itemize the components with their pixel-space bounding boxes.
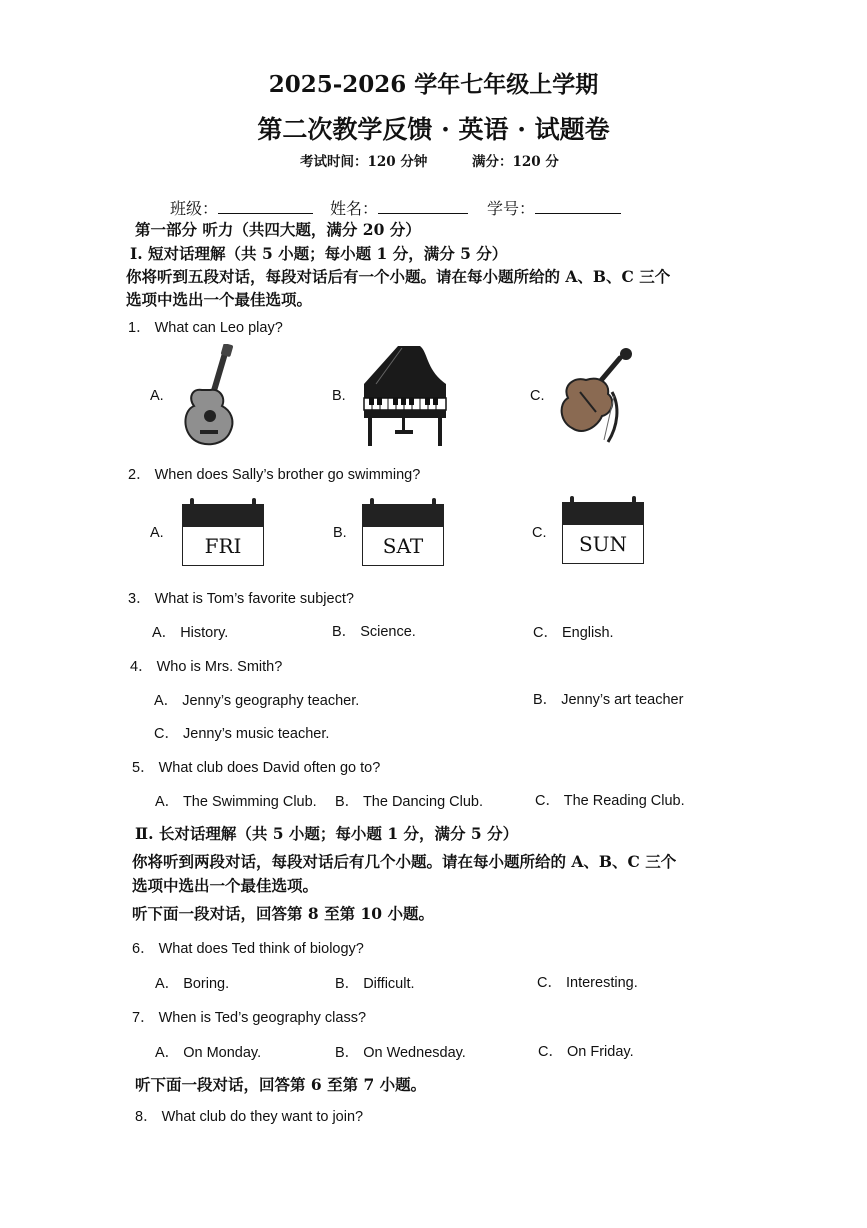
guitar-icon [180, 344, 240, 448]
exam-title-line1: 2025-2026 学年七年级上学期 [268, 71, 599, 98]
q1-option-c-label[interactable]: C. [530, 388, 545, 404]
section2-heading: Ⅱ. 长对话理解（共 5 小题；每小题 1 分，满分 5 分） [135, 824, 519, 843]
q2-option-c-label[interactable]: C. [532, 525, 547, 541]
violin-icon [558, 346, 640, 446]
dialog1-note: 听下面一段对话，回答第 8 至第 10 小题。 [132, 904, 434, 923]
q4-option-c[interactable]: C． Jenny’s music teacher. [154, 726, 330, 742]
q5-option-c[interactable]: C． The Reading Club. [535, 793, 685, 809]
name-blank[interactable] [378, 199, 468, 214]
class-field[interactable] [170, 196, 313, 219]
q7-option-c[interactable]: C． On Friday. [538, 1044, 634, 1060]
question-2: 2． When does Sally’s brother go swimming? [128, 467, 421, 483]
calendar-fri-icon [182, 498, 266, 570]
q3-option-b[interactable]: B． Science. [332, 624, 416, 640]
question-4: 4． Who is Mrs. Smith? [130, 659, 283, 675]
name-field[interactable] [330, 196, 468, 219]
calendar-day-label: SAT [362, 526, 444, 566]
question-7: 7． When is Ted’s geography class? [132, 1010, 367, 1026]
exam-time: 考试时间：120 分钟 [300, 154, 428, 170]
question-6: 6． What does Ted think of biology? [132, 941, 364, 957]
id-blank[interactable] [535, 199, 621, 214]
q7-option-a[interactable]: A． On Monday. [155, 1045, 262, 1061]
question-3: 3． What is Tom’s favorite subject? [128, 591, 354, 607]
dialog2-note: 听下面一段对话，回答第 6 至第 7 小题。 [135, 1075, 427, 1094]
class-blank[interactable] [218, 199, 313, 214]
section2-instruction-2: 选项中选出一个最佳选项。 [132, 876, 319, 895]
section2-instruction-1: 你将听到两段对话，每段对话后有几个小题。请在每小题所给的 A、B、C 三个 [132, 852, 677, 871]
section1-instruction-2: 选项中选出一个最佳选项。 [126, 290, 313, 309]
q5-option-b[interactable]: B． The Dancing Club. [335, 794, 484, 810]
calendar-day-label: SUN [562, 524, 644, 564]
q2-option-a-label[interactable]: A. [150, 525, 164, 541]
q4-option-b[interactable]: B． Jenny’s art teacher [533, 692, 684, 708]
part1-heading: 第一部分 听力（共四大题，满分 20 分） [135, 220, 421, 239]
calendar-sat-icon [362, 498, 446, 570]
calendar-sun-icon [562, 496, 646, 568]
q7-option-b[interactable]: B． On Wednesday. [335, 1045, 466, 1061]
question-8: 8． What club do they want to join? [135, 1109, 364, 1125]
question-1: 1． What can Leo play? [128, 320, 283, 336]
class-label: 班级： [170, 199, 219, 218]
q2-option-b-label[interactable]: B. [333, 525, 347, 541]
q1-option-a-label[interactable]: A. [150, 388, 164, 404]
question-5: 5． What club does David often go to? [132, 760, 381, 776]
q3-option-a[interactable]: A． History. [152, 625, 229, 641]
q4-option-a[interactable]: A． Jenny’s geography teacher. [154, 693, 360, 709]
piano-icon [362, 344, 452, 448]
q1-option-b-label[interactable]: B. [332, 388, 346, 404]
q6-option-a[interactable]: A． Boring. [155, 976, 230, 992]
section1-heading: Ⅰ. 短对话理解（共 5 小题；每小题 1 分，满分 5 分） [130, 244, 508, 263]
exam-title-line2: 第二次教学反馈 · 英语 · 试题卷 [257, 115, 610, 144]
q6-option-c[interactable]: C． Interesting. [537, 975, 638, 991]
calendar-day-label: FRI [182, 526, 264, 566]
q3-option-c[interactable]: C． English. [533, 625, 614, 641]
section1-instruction-1: 你将听到五段对话，每段对话后有一个小题。请在每小题所给的 A、B、C 三个 [126, 267, 671, 286]
id-label: 学号： [487, 199, 536, 218]
name-label: 姓名： [330, 199, 379, 218]
q5-option-a[interactable]: A． The Swimming Club. [155, 794, 317, 810]
q6-option-b[interactable]: B． Difficult. [335, 976, 415, 992]
id-field[interactable] [487, 196, 621, 219]
full-score: 满分：120 分 [472, 154, 559, 170]
